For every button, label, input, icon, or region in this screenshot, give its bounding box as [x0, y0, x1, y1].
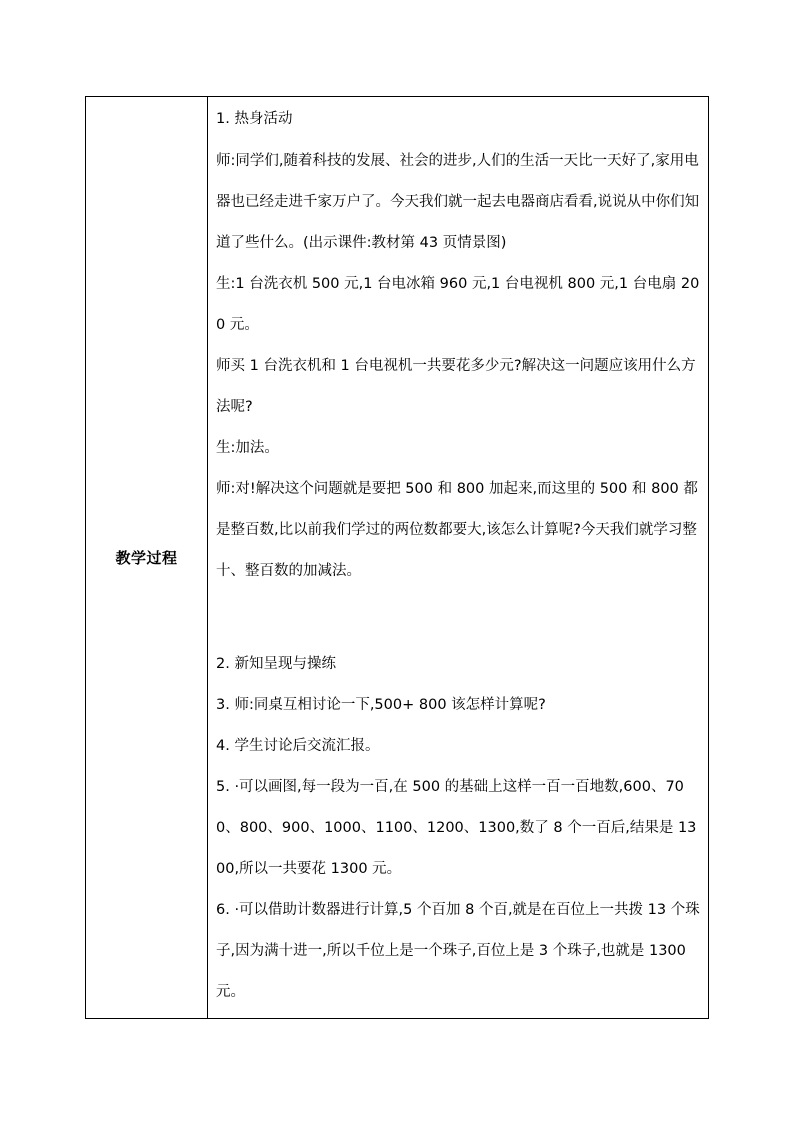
paragraph-step-4: 4. 学生讨论后交流汇报。 — [216, 738, 380, 754]
lesson-table — [85, 96, 709, 1019]
paragraph-student-answer: 生:加法。 — [216, 440, 279, 456]
paragraph-teacher-explain: 师:对!解决这个问题就是要把 500 和 800 加起来,而这里的 500 和 800 都是整百数,比以前我们学过的两位数都要大,该怎么计算呢?今天我们就学习整十、整百数的加减法。 — [216, 481, 698, 579]
paragraph-teacher-question: 师买 1 台洗衣机和 1 台电视机一共要花多少元?解决这一问题应该用什么方法呢? — [216, 358, 696, 415]
paragraph-step-6: 6. ·可以借助计数器进行计算,5 个百加 8 个百,就是在百位上一共拨 13 个珠子,因为满十进一,所以千位上是一个珠子,百位上是 3 个珠子,也就是 1300 元。 — [216, 902, 700, 1000]
paragraph-teacher-intro: 师:同学们,随着科技的发展、社会的进步,人们的生活一天比一天好了,家用电器也已经走进千家万户了。今天我们就一起去电器商店看看,说说从中你们知道了些什么。(出示课件:教材第 43 页情景图) — [216, 153, 700, 251]
label-cell — [86, 97, 208, 1018]
paragraph-student-prices: 生:1 台洗衣机 500 元,1 台电冰箱 960 元,1 台电视机 800 元,1 台电扇 200 元。 — [216, 276, 700, 333]
paragraph-new-knowledge: 2. 新知呈现与操练 — [216, 656, 336, 672]
paragraph-warmup-heading: 1. 热身活动 — [216, 111, 293, 127]
section-label: 教学过程 — [115, 549, 178, 567]
content-cell — [208, 97, 708, 1018]
paragraph-step-3: 3. 师:同桌互相讨论一下,500+ 800 该怎样计算呢? — [216, 697, 546, 713]
paragraph-step-5: 5. ·可以画图,每一段为一百,在 500 的基础上这样一百一百地数,600、700、800、900、1000、1100、1200、1300,数了 8 个一百后,结果是 1300,所以一共要花 1300 元。 — [216, 779, 697, 877]
